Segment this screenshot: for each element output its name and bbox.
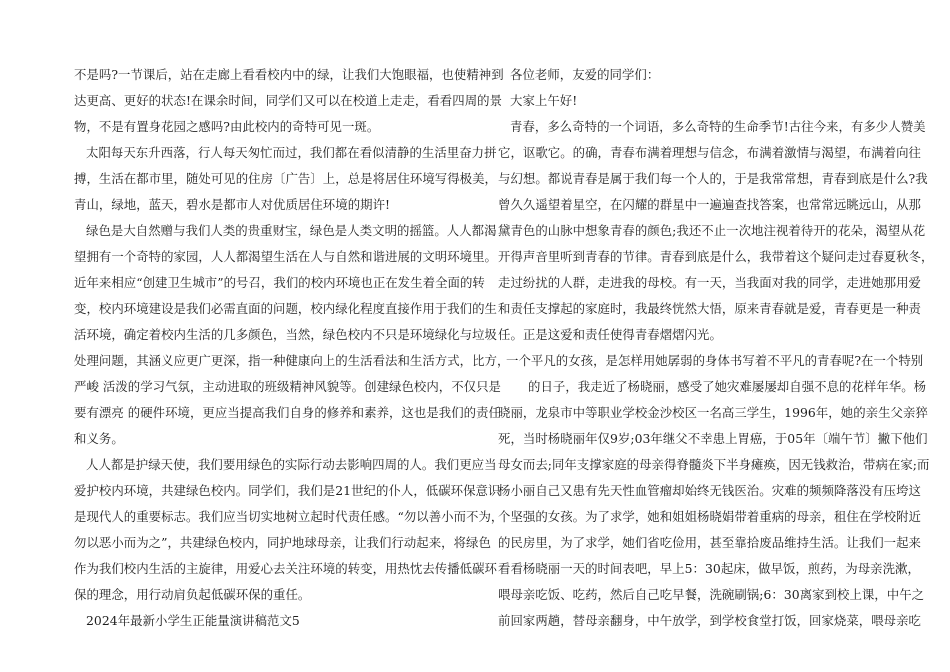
text-line: 曾久久遥望着星空，在闪耀的群星中一遍遍查找答案，也常常远眺远山，从那 xyxy=(498,197,921,212)
paragraph-2 xyxy=(498,348,930,634)
greeting: 各位老师，友爱的同学们： xyxy=(510,67,660,82)
text-line: 个坚强的女孩。为了求学，她和姐姐杨晓娟带着重病的母亲，租住在学校附近 xyxy=(498,509,921,524)
paragraph-2 xyxy=(74,140,497,218)
paragraph-4 xyxy=(74,452,504,608)
text-line: 望拥有一个奇特的家园，人人都渴望生活在人与自然和谐进展的文明环境里。 xyxy=(74,249,497,264)
text-line: 人人都是护绿天使，我们要用绿色的实际行动去影响四周的人。我们更应当 xyxy=(86,457,497,472)
text-line: 的民房里，为了求学，她们省吃俭用，甚至靠拾废品维持生活。让我们一起来 xyxy=(498,535,921,550)
text-line: 勿以恶小而为之”，共建绿色校内，同护地球母亲，让我们行动起来，将绿色 xyxy=(74,535,491,550)
text-line: 和责任支撑起的家庭时，我最终恍然大悟，原来青春就是爱，青春更是一种责 xyxy=(498,301,921,316)
paragraph-1 xyxy=(498,114,934,348)
salutation: 大家上午好! xyxy=(510,93,578,108)
text-line: 晓丽，龙泉市中等职业学校金沙校区一名高三学生，1996年，她的亲生父亲猝 xyxy=(498,405,928,420)
text-line: 作为我们校内生活的主旋律，用爱心去关注环境的转变，用热忱去传播低碳环 xyxy=(74,561,497,576)
text-line: 保的理念，用行动肩负起低碳环保的重任。 xyxy=(74,587,311,602)
text-line: 和义务。 xyxy=(74,431,124,446)
text-line: 物，不是有置身花园之感吗?由此校内的奇特可见一斑。 xyxy=(74,119,380,134)
text-line: 太阳每天东升西落，行人每天匆忙而过，我们都在看似清静的生活里奋力拼 xyxy=(86,145,497,160)
text-line: 的日子，我走近了杨晓丽，感受了她灾难屡屡却自强不息的花样年华。杨 xyxy=(528,379,927,394)
text-line: 开得声音里听到青春的节律。青春到底是什么，我带着这个疑问走过春夏秋冬， xyxy=(498,249,934,264)
text-line: 与幻想。都说青春是属于我们每一个人的，于是我常常想，青春到底是什么?我 xyxy=(498,171,928,186)
text-line: 近年来相应“创建卫生城市”的号召，我们的校内环境也正在发生着全面的转 xyxy=(74,275,485,290)
text-line: 一个平凡的女孩，是怎样用她孱弱的身体书写着不平凡的青春呢?在一个特别 xyxy=(506,353,924,368)
text-line: 爱护校内环境，共建绿色校内。同学们，我们是21世纪的仆人，低碳环保意识 xyxy=(74,483,501,498)
text-line: 青春，多么奇特的一个词语，多么奇特的生命季节!古往今来，有多少人赞美 xyxy=(510,119,926,134)
text-line: 达更高、更好的状态!在课余时间，同学们又可以在校道上走走，看看四周的景 xyxy=(74,93,503,108)
text-line: 绿色是大自然赠与我们人类的贵重财宝，绿色是人类文明的摇篮。人人都渴 xyxy=(86,223,497,238)
paragraph-3 xyxy=(74,218,510,452)
text-line: 走过纷扰的人群，走进我的母校。有一天，当我面对我的同学，走进她那用爱 xyxy=(498,275,921,290)
text-line: 任。正是这爱和责任使得青春熠熠闪光。 xyxy=(498,327,722,342)
text-line: 看看杨晓丽一天的时间表吧，早上5：30起床，做早饭，煎药，为母亲洗漱， xyxy=(498,561,920,576)
text-line: 不是吗?一节课后，站在走廊上看看校内中的绿，让我们大饱眼福，也使精神到 xyxy=(74,67,504,82)
text-line: 变，校内环境建设是我们必需直面的问题，校内绿化程度直接作用于我们的生 xyxy=(74,301,497,316)
text-line: 是现代人的重要标志。我们应当切实地树立起时代责任感。“勿以善小而不为， xyxy=(74,509,504,524)
section-heading: 2024年最新小学生正能量演讲稿范文5 xyxy=(86,613,300,628)
text-line: 它，讴歌它。的确，青春布满着理想与信念，布满着激情与渴望，布满着向往 xyxy=(498,145,921,160)
left-column xyxy=(74,62,510,634)
text-line: 青山，绿地，蓝天，碧水是都市人对优质居住环境的期许! xyxy=(74,197,391,212)
text-line: 严峻 活泼的学习气氛，主动进取的班级精神风貌等。创建绿色校内，不仅只是 xyxy=(74,379,501,394)
text-line: 活环境，确定着校内生活的几多颜色，当然，绿色校内不只是环境绿化与垃圾 xyxy=(74,327,497,342)
text-line: 死，当时杨晓丽年仅9岁;03年继父不幸患上胃癌，于05年〔端午节〕撇下他们 xyxy=(498,431,928,446)
text-line: 母女而去;同年支撑家庭的母亲得脊髓炎下半身瘫痪，因无钱救治，带病在家;而 xyxy=(498,457,930,472)
text-line: 搏，生活在都市里，随处可见的住房〔广告〕上，总是将居住环境写得极美， xyxy=(74,171,497,186)
right-column xyxy=(498,62,934,634)
text-line: 前回家两趟，替母亲翻身，中午放学，到学校食堂打饭，回家烧菜，喂母亲吃 xyxy=(498,613,921,628)
text-line: 要有漂亮 的硬件环境，更应当提高我们自身的修养和素养，这也是我们的责任 xyxy=(74,405,501,420)
text-line: 黛青色的山脉中想象青春的颜色;我还不止一次地注视着待开的花朵，渴望从花 xyxy=(498,223,926,238)
text-line: 杨小丽自己又患有先天性血管瘤却始终无钱医治。灾难的频频降落没有压垮这 xyxy=(498,483,921,498)
text-line: 处理问题，其涵义应更广更深，指一种健康向上的生活看法和生活方式，比方， xyxy=(74,353,510,368)
paragraph-1 xyxy=(74,62,504,140)
text-line: 喂母亲吃饭、吃药，然后自己吃早餐，洗碗刷锅;6：30离家到校上课，中午之 xyxy=(498,587,925,602)
